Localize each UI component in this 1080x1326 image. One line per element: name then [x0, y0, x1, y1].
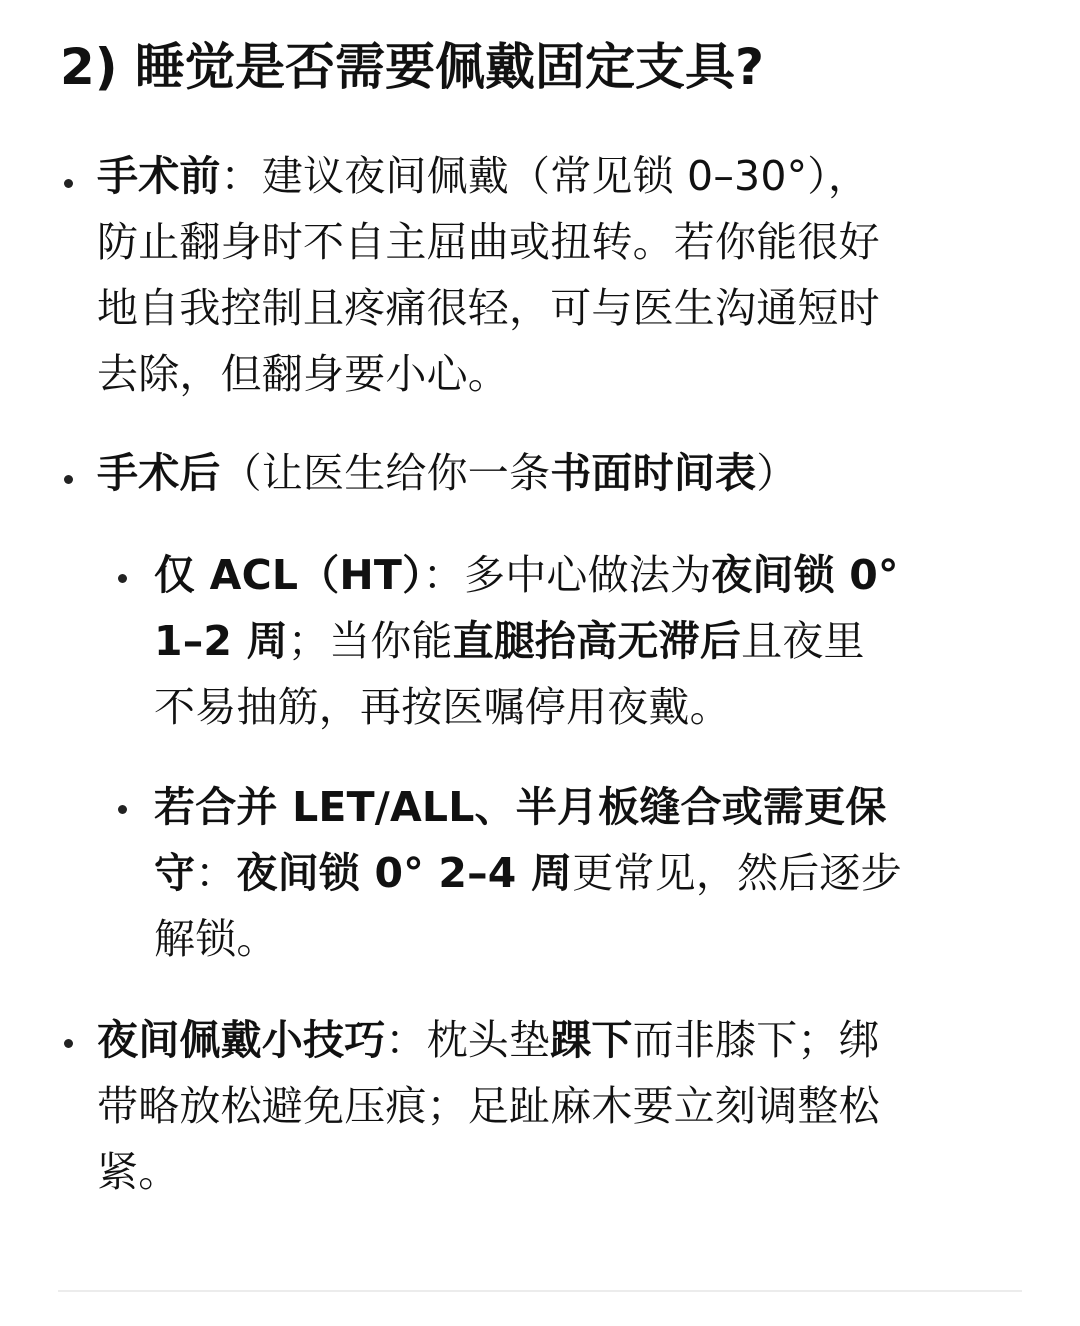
text-line: 解锁。	[154, 915, 278, 963]
text-line: 带略放松避免压痕；足趾麻木要立刻调整松	[97, 1082, 880, 1130]
item-acl-only-text	[154, 542, 899, 740]
text-line: 紧。	[97, 1148, 180, 1196]
text-line	[154, 608, 899, 674]
tips-bold1: 踝下	[550, 1016, 633, 1064]
after-surgery-suffix: ）	[756, 449, 798, 497]
text-line	[154, 840, 902, 906]
text-line: 防止翻身时不自主屈曲或扭转。若你能很好	[97, 218, 880, 266]
text-line: 不易抽筋，再按医嘱停用夜戴。	[154, 683, 731, 731]
combined-bold1: 夜间锁 0° 2–4 周	[236, 849, 573, 897]
tips-text2: 而非膝下；绑	[632, 1016, 880, 1064]
separator: ：	[422, 551, 465, 599]
tips-text1: 枕头垫	[426, 1016, 551, 1064]
bullet-icon	[118, 574, 127, 583]
acl-text2: ；当你能	[287, 617, 453, 665]
acl-bold3: 直腿抬高无滞后	[452, 617, 742, 665]
item-before-surgery-text	[97, 143, 880, 407]
bullet-icon	[64, 475, 73, 484]
acl-text1: 多中心做法为	[464, 551, 712, 599]
label-combined-cont: 守	[154, 849, 196, 897]
text-line: 去除，但翻身要小心。	[97, 350, 509, 398]
text-line	[97, 1007, 880, 1073]
acl-text3: 且夜里	[741, 617, 865, 665]
text-line	[97, 143, 880, 209]
text-line	[154, 542, 899, 608]
separator: ：	[195, 849, 237, 897]
item-after-surgery-text	[97, 440, 797, 506]
section-title: 2) 睡觉是否需要佩戴固定支具?	[60, 38, 765, 96]
acl-bold2: 1–2 周	[154, 617, 288, 665]
divider	[58, 1290, 1022, 1292]
before-surgery-text1: 建议夜间佩戴（常见锁 0–30°），	[261, 152, 870, 200]
label-acl-only: 仅 ACL（HT）	[154, 551, 423, 599]
bullet-icon	[64, 1039, 73, 1048]
bullet-icon	[64, 179, 73, 188]
bullet-icon	[118, 805, 127, 814]
combined-text1: 更常见，然后逐步	[572, 849, 902, 897]
after-surgery-bold: 书面时间表	[550, 449, 757, 497]
label-before-surgery: 手术前	[97, 152, 221, 200]
label-after-surgery: 手术后	[97, 449, 221, 497]
item-tips-text	[97, 1007, 880, 1205]
acl-bold1: 夜间锁 0°	[711, 551, 899, 599]
separator: ：	[220, 152, 262, 200]
separator: ：	[385, 1016, 427, 1064]
label-combined: 若合并 LET/ALL、半月板缝合或需更保	[154, 783, 887, 831]
label-tips: 夜间佩戴小技巧	[97, 1016, 386, 1064]
item-combined-text	[154, 774, 902, 972]
after-surgery-prefix: （让医生给你一条	[220, 449, 551, 497]
text-line: 地自我控制且疼痛很轻，可与医生沟通短时	[97, 284, 880, 332]
text-line	[97, 440, 797, 506]
